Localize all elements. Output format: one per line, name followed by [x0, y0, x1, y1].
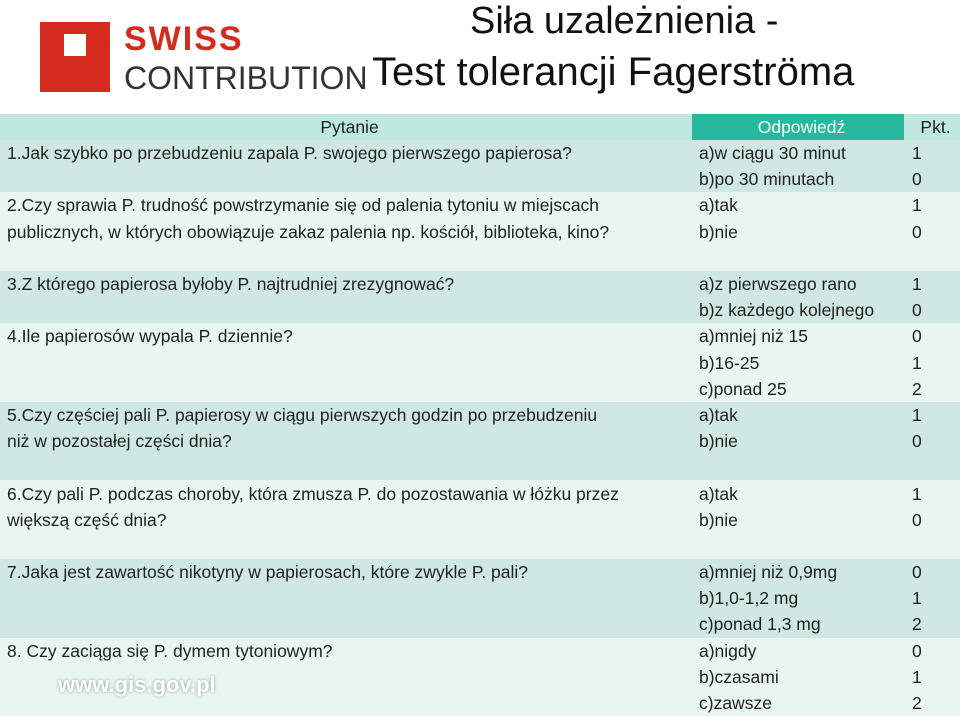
- table-row: [0, 559, 960, 585]
- question-cell: 3.Z którego papierosa byłoby P. najtrudniej zrezygnować?: [0, 271, 692, 297]
- answer-cell: a)w ciągu 30 minut: [692, 140, 904, 166]
- table-row: [0, 219, 960, 245]
- table-row-spacer: [0, 454, 960, 480]
- answer-cell: a)z pierwszego rano: [692, 271, 904, 297]
- points-cell: 1: [904, 664, 960, 690]
- points-cell: 1: [904, 480, 960, 506]
- table-row-spacer: [0, 245, 960, 271]
- question-cell: 5.Czy częściej pali P. papierosy w ciągu pierwszych godzin po przebudzeniu: [0, 402, 692, 428]
- points-cell: 2: [904, 690, 960, 716]
- answer-cell: b)1,0-1,2 mg: [692, 585, 904, 611]
- table-row: [0, 297, 960, 323]
- table-row: [0, 376, 960, 402]
- question-cell: [0, 585, 692, 611]
- table-row: [0, 166, 960, 192]
- logo-contribution-text: CONTRIBUTION: [124, 60, 368, 96]
- points-cell: 1: [904, 350, 960, 376]
- table-row: [0, 350, 960, 376]
- points-cell: 0: [904, 166, 960, 192]
- question-cell: [0, 166, 692, 192]
- points-cell: 1: [904, 140, 960, 166]
- points-cell: 0: [904, 638, 960, 664]
- points-cell: 1: [904, 271, 960, 297]
- question-cell: 2.Czy sprawia P. trudność powstrzymanie się od palenia tytoniu w miejscach: [0, 192, 692, 218]
- points-cell: 0: [904, 323, 960, 349]
- points-cell: 2: [904, 376, 960, 402]
- table-row: [0, 271, 960, 297]
- table-row: [0, 428, 960, 454]
- table-row: [0, 140, 960, 166]
- question-cell: [0, 611, 692, 637]
- table-row: [0, 192, 960, 218]
- points-cell: 1: [904, 192, 960, 218]
- answer-cell: b)nie: [692, 219, 904, 245]
- answer-cell: b)nie: [692, 507, 904, 533]
- points-cell: 0: [904, 507, 960, 533]
- answer-cell: b)z każdego kolejnego: [692, 297, 904, 323]
- page-title-line1: Siła uzależnienia -: [470, 0, 779, 42]
- swiss-cross-icon: [64, 34, 86, 56]
- question-cell: 1.Jak szybko po przebudzeniu zapala P. swojego pierwszego papierosa?: [0, 140, 692, 166]
- points-cell: 0: [904, 219, 960, 245]
- answer-cell: b)czasami: [692, 664, 904, 690]
- logo-swiss-text: SWISS: [124, 20, 244, 58]
- question-cell: niż w pozostałej części dnia?: [0, 428, 692, 454]
- column-header-question: Pytanie: [0, 114, 692, 140]
- question-cell: 4.Ile papierosów wypala P. dziennie?: [0, 323, 692, 349]
- answer-cell: a)mniej niż 15: [692, 323, 904, 349]
- table-row: [0, 480, 960, 506]
- question-cell: 6.Czy pali P. podczas choroby, która zmusza P. do pozostawania w łóżku przez: [0, 480, 692, 506]
- answer-cell: a)nigdy: [692, 638, 904, 664]
- column-header-points: Pkt.: [904, 114, 960, 140]
- points-cell: 2: [904, 611, 960, 637]
- table-row-spacer: [0, 533, 960, 559]
- answer-cell: a)tak: [692, 402, 904, 428]
- question-cell: 7.Jaka jest zawartość nikotyny w papierosach, które zwykle P. pali?: [0, 559, 692, 585]
- points-cell: 1: [904, 402, 960, 428]
- answer-cell: b)po 30 minutach: [692, 166, 904, 192]
- table-row: [0, 638, 960, 664]
- question-cell: publicznych, w których obowiązuje zakaz palenia np. kościół, biblioteka, kino?: [0, 219, 692, 245]
- table-row: [0, 323, 960, 349]
- points-cell: 0: [904, 297, 960, 323]
- page-title-line2: Test tolerancji Fagerströma: [372, 50, 855, 94]
- answer-cell: b)16-25: [692, 350, 904, 376]
- table-row: [0, 585, 960, 611]
- footer-url: www.gis.gov.pl: [58, 672, 216, 697]
- points-cell: 0: [904, 559, 960, 585]
- question-cell: [0, 376, 692, 402]
- answer-cell: b)nie: [692, 428, 904, 454]
- points-cell: 1: [904, 585, 960, 611]
- answer-cell: c)ponad 1,3 mg: [692, 611, 904, 637]
- question-cell: 8. Czy zaciąga się P. dymem tytoniowym?: [0, 638, 692, 664]
- fagerstrom-table: [0, 114, 960, 716]
- answer-cell: c)ponad 25: [692, 376, 904, 402]
- table-row: [0, 507, 960, 533]
- question-cell: [0, 350, 692, 376]
- answer-cell: a)mniej niż 0,9mg: [692, 559, 904, 585]
- question-cell: [0, 297, 692, 323]
- answer-cell: c)zawsze: [692, 690, 904, 716]
- table-row: [0, 402, 960, 428]
- answer-cell: a)tak: [692, 192, 904, 218]
- points-cell: 0: [904, 428, 960, 454]
- table-row: [0, 611, 960, 637]
- column-header-answer: Odpowiedź: [692, 114, 904, 140]
- swiss-logo-mark: [40, 22, 110, 92]
- question-cell: większą część dnia?: [0, 507, 692, 533]
- answer-cell: a)tak: [692, 480, 904, 506]
